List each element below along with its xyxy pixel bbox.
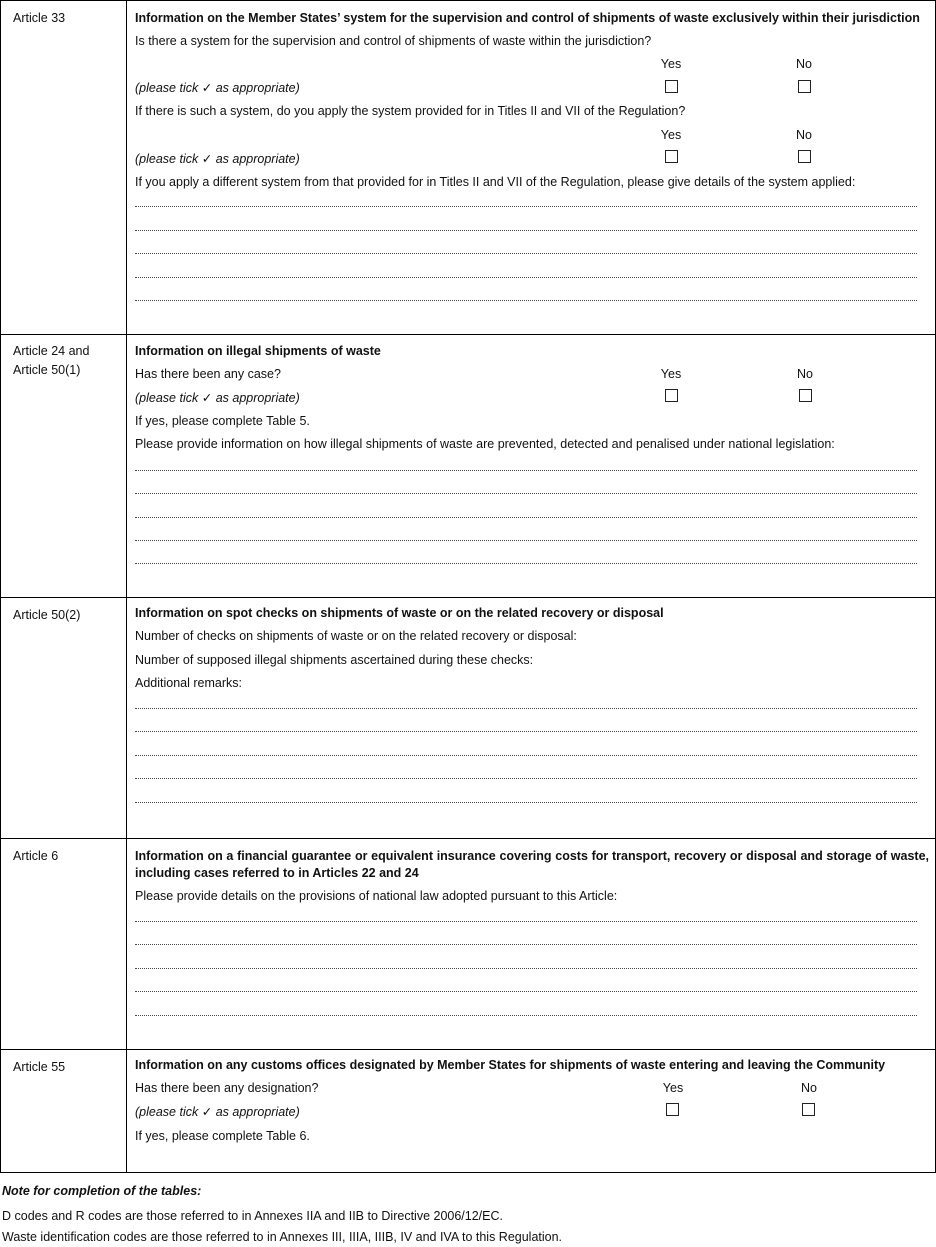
article-cell: [1, 1050, 127, 1172]
article-label: Article 50(2): [13, 608, 81, 622]
answer-line[interactable]: [135, 755, 917, 756]
article-label: Article 33: [13, 11, 66, 25]
question-any-case: Has there been any case?: [135, 367, 281, 381]
yes-label: Yes: [660, 367, 682, 381]
article-label: Article 55: [13, 1060, 66, 1074]
tick-suffix: as appropriate): [215, 152, 300, 166]
note-line-waste-ids: Waste identification codes are those referred to in Annexes III, IIIA, IIIB, IV and IVA to this Regulation.: [2, 1230, 563, 1244]
if-yes-note: If yes, please complete Table 5.: [135, 414, 310, 428]
yes-label: Yes: [660, 57, 682, 71]
checkbox-no[interactable]: [798, 80, 811, 93]
question-supervision-system: Is there a system for the supervision and control of shipments of waste within the jurisdiction?: [135, 34, 652, 48]
answer-line[interactable]: [135, 708, 917, 709]
section-article-24-50-1: [0, 334, 936, 598]
no-label: No: [796, 128, 812, 142]
answer-line[interactable]: [135, 253, 917, 254]
answer-line[interactable]: [135, 944, 917, 945]
answer-line[interactable]: [135, 517, 917, 518]
answer-line[interactable]: [135, 731, 917, 732]
yes-label: Yes: [660, 128, 682, 142]
tick-instruction: [135, 151, 300, 166]
article-cell: [1, 334, 127, 597]
tick-suffix: as appropriate): [215, 1105, 300, 1119]
checkmark-icon: ✓: [201, 81, 213, 95]
answer-line[interactable]: [135, 778, 917, 779]
question-apply-system: If there is such a system, do you apply the system provided for in Titles II and VII of the Regulation?: [135, 104, 686, 118]
tick-instruction: [135, 1104, 300, 1119]
answer-line[interactable]: [135, 300, 917, 301]
answer-line[interactable]: [135, 921, 917, 922]
answer-line[interactable]: [135, 991, 917, 992]
tick-suffix: as appropriate): [215, 81, 300, 95]
section-article-50-2: [0, 598, 936, 839]
no-label: No: [801, 1081, 817, 1095]
no-label: No: [796, 57, 812, 71]
section-title: Information on the Member States’ system for the supervision and control of shipments of waste exclusively within their jurisdiction: [135, 11, 920, 25]
details-prompt: Please provide details on the provisions of national law adopted pursuant to this Article:: [135, 889, 618, 903]
answer-line[interactable]: [135, 968, 917, 969]
note-heading: Note for completion of the tables:: [2, 1184, 202, 1198]
details-prompt: Please provide information on how illegal shipments of waste are prevented, detected and penalised under national legislation:: [135, 437, 835, 451]
answer-line[interactable]: [135, 470, 917, 471]
checkmark-icon: ✓: [201, 391, 213, 405]
note-line-codes: D codes and R codes are those referred to in Annexes IIA and IIB to Directive 2006/12/EC.: [2, 1209, 503, 1223]
answer-line[interactable]: [135, 206, 917, 207]
answer-line[interactable]: [135, 563, 917, 564]
illegal-shipments-count-line: Number of supposed illegal shipments ascertained during these checks:: [135, 653, 534, 667]
checkbox-no[interactable]: [798, 150, 811, 163]
answer-line[interactable]: [135, 230, 917, 231]
additional-remarks-label: Additional remarks:: [135, 676, 242, 690]
section-article-6: [0, 839, 936, 1050]
checkbox-no[interactable]: [799, 389, 812, 402]
checks-count-line: Number of checks on shipments of waste or on the related recovery or disposal:: [135, 629, 577, 643]
section-title: Information on illegal shipments of waste: [135, 344, 381, 358]
question-any-designation: Has there been any designation?: [135, 1081, 319, 1095]
article-label: Article 6: [13, 849, 59, 863]
tick-prefix: (please tick: [135, 1105, 199, 1119]
answer-line[interactable]: [135, 277, 917, 278]
checkmark-icon: ✓: [201, 1105, 213, 1119]
article-cell: [1, 1, 127, 334]
section-title: Information on a financial guarantee or equivalent insurance covering costs for transport, recovery or disposal and storage of waste, including cases referred to in Articles 22 and 24: [135, 849, 929, 880]
tick-instruction: [135, 80, 300, 95]
answer-line[interactable]: [135, 1015, 917, 1016]
section-title: Information on any customs offices designated by Member States for shipments of waste entering and leaving the Community: [135, 1058, 886, 1072]
checkbox-yes[interactable]: [665, 389, 678, 402]
answer-line[interactable]: [135, 540, 917, 541]
section-article-55: [0, 1050, 936, 1173]
tick-prefix: (please tick: [135, 81, 199, 95]
article-label: Article 24 and Article 50(1): [13, 344, 90, 377]
yes-label: Yes: [662, 1081, 684, 1095]
answer-line[interactable]: [135, 802, 917, 803]
no-label: No: [797, 367, 813, 381]
answer-line[interactable]: [135, 493, 917, 494]
checkmark-icon: ✓: [201, 152, 213, 166]
if-yes-note: If yes, please complete Table 6.: [135, 1129, 310, 1143]
tick-instruction: [135, 390, 300, 405]
section-title: Information on spot checks on shipments of waste or on the related recovery or disposal: [135, 606, 664, 620]
article-cell: [1, 839, 127, 1049]
checkbox-no[interactable]: [802, 1103, 815, 1116]
tick-prefix: (please tick: [135, 391, 199, 405]
tick-suffix: as appropriate): [215, 391, 300, 405]
section-article-33: [0, 0, 936, 335]
article-cell: [1, 598, 127, 838]
checkbox-yes[interactable]: [665, 150, 678, 163]
details-prompt: If you apply a different system from that provided for in Titles II and VII of the Regulation, please give details of the system applied:: [135, 175, 856, 189]
tick-prefix: (please tick: [135, 152, 199, 166]
checkbox-yes[interactable]: [665, 80, 678, 93]
checkbox-yes[interactable]: [666, 1103, 679, 1116]
